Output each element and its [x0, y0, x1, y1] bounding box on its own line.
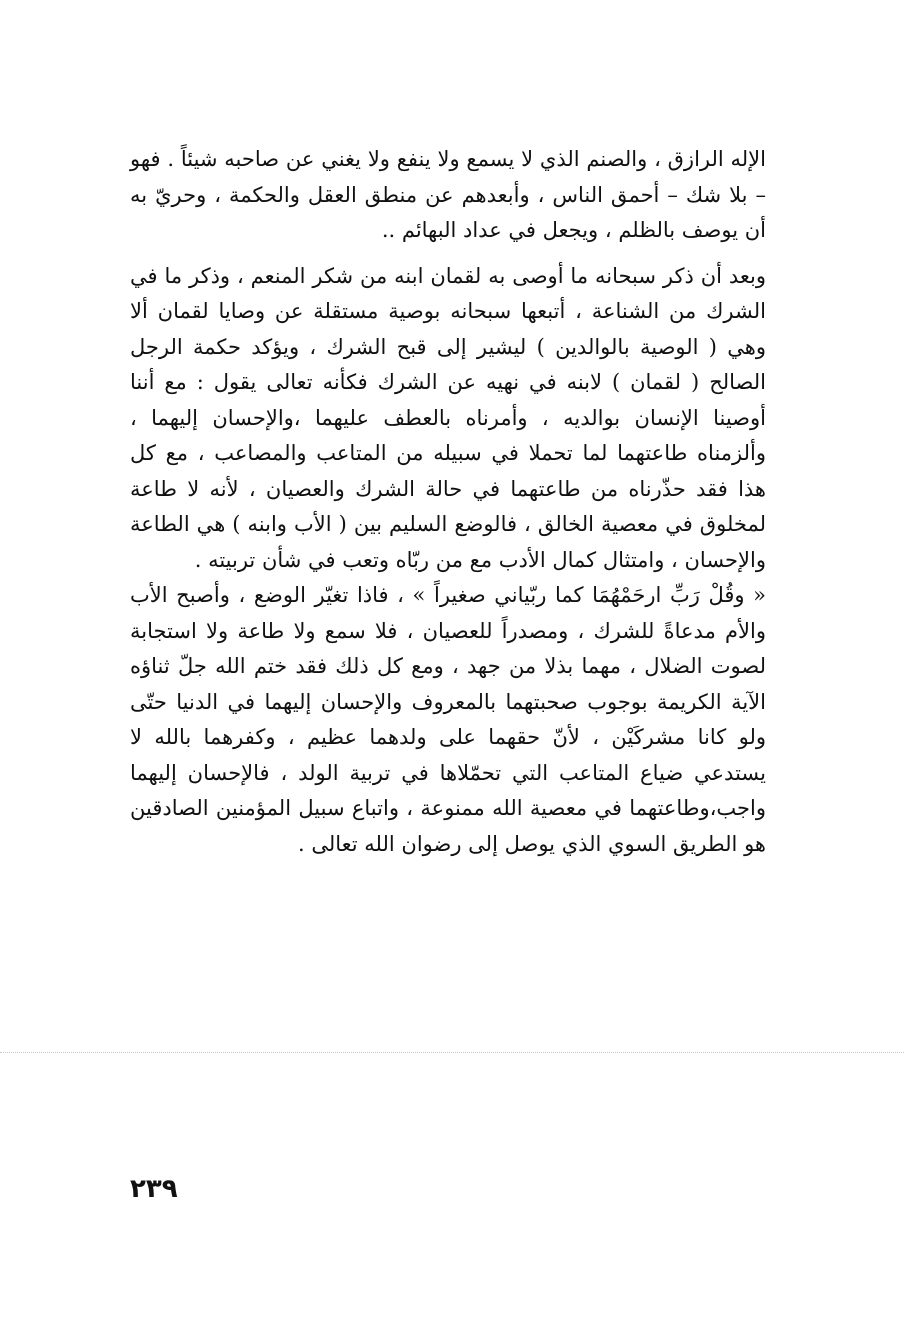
- paragraph-2: وبعد أن ذكر سبحانه ما أوصى به لقمان ابنه من شكر المنعم ، وذكر ما في الشرك من الشناعة ، أتبعها سبحانه بوصية مستقلة عن وصايا لقمان ألا وهي ( الوصية بالوالدين ) ليشير إلى قبح الشرك ، ويؤكد حكمة الرجل الصالح ( لقمان ) لابنه في نهيه عن الشرك فكأنه تعالى يقول : مع أننا أوصينا الإنسان بوالديه ، وأمرناه بالعطف عليهما ،والإحسان إليهما ، وألزمناه طاعتهما لما تحملا في سبيله من المتاعب والمصاعب ، مع كل هذا فقد حذّرناه من طاعتهما في حالة الشرك والعصيان ، لأنه لا طاعة لمخلوق في معصية الخالق ، فالوضع السليم بين ( الأب وابنه ) هي الطاعة والإحسان ، وامتثال كمال الأدب مع من ربّاه وتعب في شأن تربيته .: [130, 263, 766, 572]
- paragraph-1: الإله الرازق ، والصنم الذي لا يسمع ولا ينفع ولا يغني عن صاحبه شيئاً . فهو – بلا شك – أحمق الناس ، وأبعدهم عن منطق العقل والحكمة ، وحريّ به أن يوصف بالظلم ، ويجعل في عداد البهائم ..: [130, 147, 766, 242]
- body-text: [130, 142, 766, 862]
- paragraph-3: « وقُلْ رَبِّ ارحَمْهُمَا كما ربّياني صغيراً » ، فاذا تغيّر الوضع ، وأصبح الأب والأم مدعاةً للشرك ، ومصدراً للعصيان ، فلا سمع ولا طاعة ولا استجابة لصوت الضلال ، مهما بذلا من جهد ، ومع كل ذلك فقد ختم الله جلّ ثناؤه الآية الكريمة بوجوب صحبتهما بالمعروف والإحسان إليهما في الدنيا حتّى ولو كانا مشركَيْن ، لأنّ حقهما على ولدهما عظيم ، وكفرهما بالله لا يستدعي ضياع المتاعب التي تحمّلاها في تربية الولد ، فالإحسان إليهما واجب،وطاعتهما في معصية الله ممنوعة ، واتباع سبيل المؤمنين الصادقين هو الطريق السوي الذي يوصل إلى رضوان الله تعالى .: [130, 583, 766, 856]
- scan-artifact-divider: [0, 1052, 904, 1055]
- page-number: ٢٣٩: [130, 1174, 178, 1204]
